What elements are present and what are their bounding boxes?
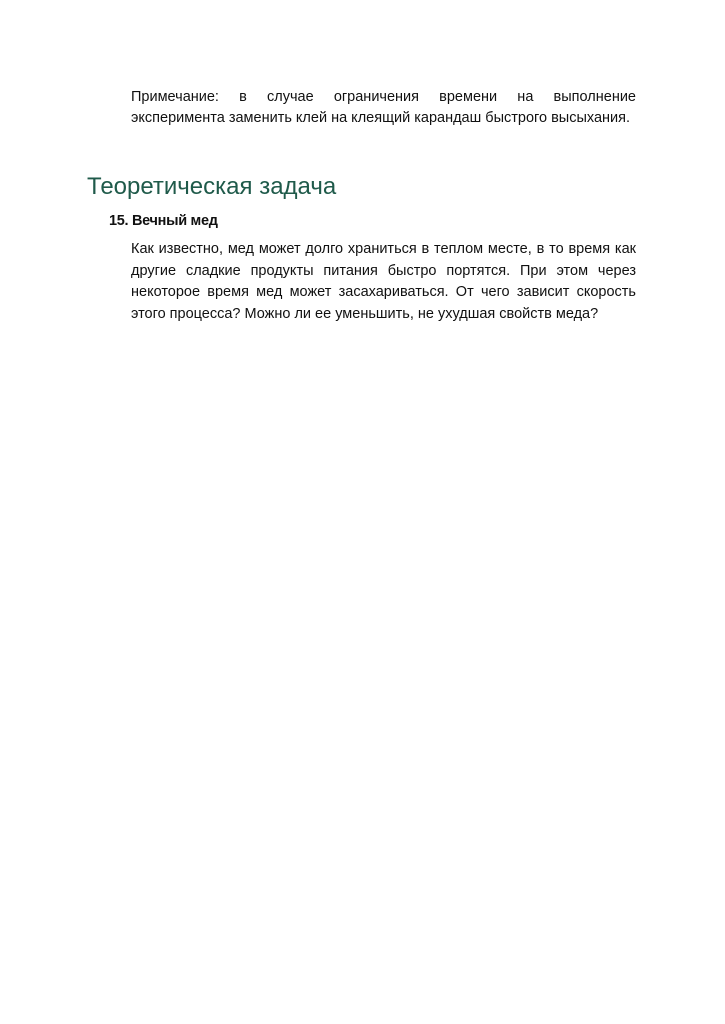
section-title: Теоретическая задача <box>87 173 337 200</box>
task-text: Как известно, мед может долго храниться в теплом месте, в то время как другие сладкие продукты питания быстро портятся. При этом через некоторое время мед может засахариваться. От чего зависит скорость этого процесса? Можно ли ее уменьшить, не ухудшая свойств меда? <box>131 241 636 322</box>
task-title: 15. Вечный мед <box>109 213 218 229</box>
experiment-note: Примечание: в случае ограничения времени на выполнение эксперимента заменить клей на клеящий карандаш быстрого высыхания. <box>131 89 636 126</box>
